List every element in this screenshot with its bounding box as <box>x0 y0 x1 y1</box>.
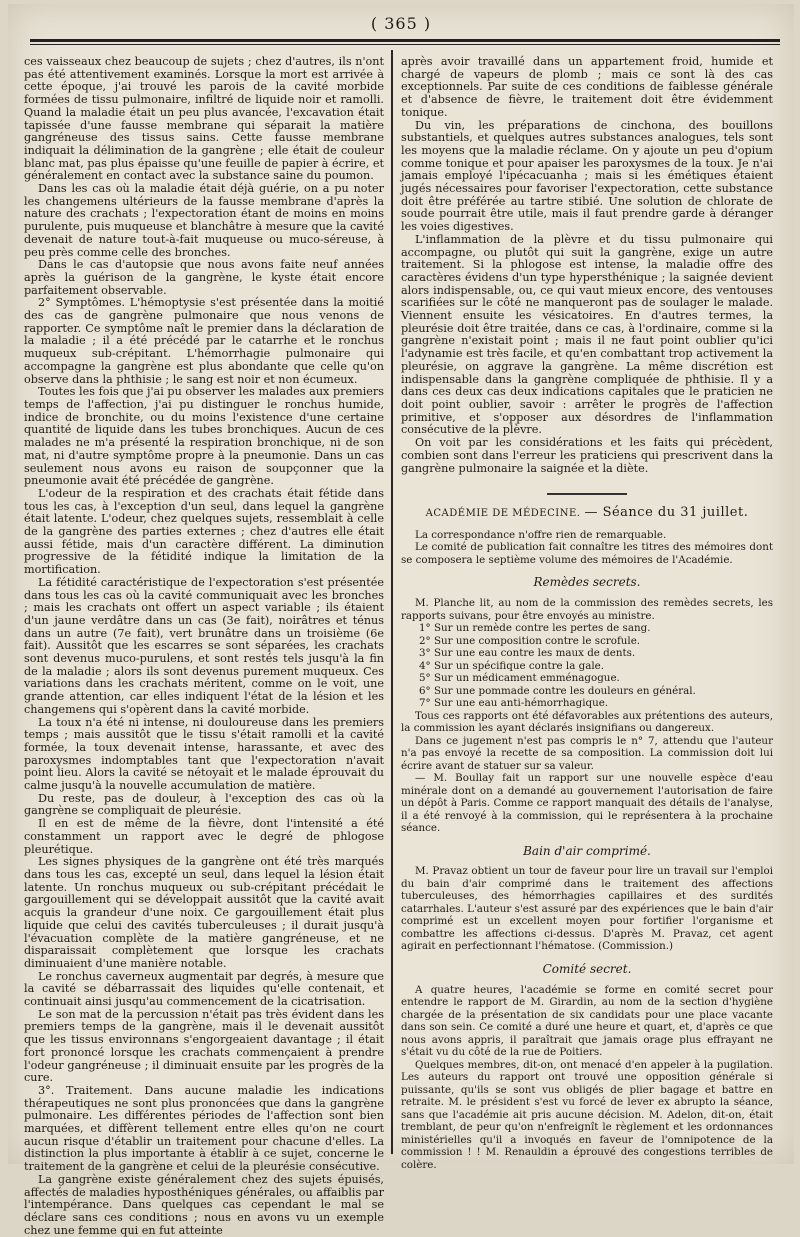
left-paragraph: Il en est de même de la fièvre, dont l'intensité a été constamment un rapport avec le degré de phlogose pleurétique. <box>24 817 384 856</box>
boullay-report: — M. Boullay fait un rapport sur une nouvelle espèce d'eau minérale dont on a demandé au gouvernement l'autorisation de faire un dépôt à Paris. Comme ce rapport manquait des détails de l'analyse, il a été renvoyé à la commission, qui le représentera à la prochaine séance. <box>401 772 773 835</box>
remedy-item: 5° Sur un médicament emménagogue. <box>419 672 620 685</box>
remedies-intro: M. Planche lit, au nom de la commission des remèdes secrets, les rapports suivans, pour être envoyés au ministre. <box>401 597 773 622</box>
comite-paragraph: Quelques membres, dit-on, ont menacé d'en appeler à la pugilation. Les auteurs du rapport ont trouvé une opposition générale si puissante, qu'ils se sont vus obligés de plier bagage et battre en retraite. M. le président s'est vu forcé de lever ex abrupto la séance, sans que l'académie ait pris aucune décision. M. Adelon, dit-on, était tremblant, de peur qu'on n'enfreignît le règlement et les ordonnances ministérielles qu'il a invoqués en faveur de l'omnipotence de la commission ! ! M. Renauldin a éprouvé des congestions terribles de colère. <box>401 1058 773 1171</box>
comite-subheading: Comité secret. <box>542 961 632 976</box>
page-number: ( 365 ) <box>370 14 432 33</box>
right-paragraph: L'inflammation de la plèvre et du tissu pulmonaire qui accompagne, ou plutôt qui suit la gangrène, exige un autre traitement. Si la phlogose est intense, la maladie offre des caractères évidens d'un type hypersthénique ; la saignée devient alors indispensable, ou, ce qui vaut mieux encore, des ventouses scarifiées sur le côté ne manqueront pas de soulager le malade. Viennent ensuite les vésicatoires. En d'autres termes, la pleurésie doit être traitée, dans ce cas, à l'ordinaire, comme si la gangrène n'existait point ; mais il ne faut point oublier qu'ici l'adynamie est très facile, et qu'en combattant trop activement la pleurésie, on aggrave la gangrène. La même discrétion est indispensable dans la gangrène compliquée de phthisie. Il y a dans ces deux cas deux indications capitales que le praticien ne doit point oublier, savoir : arrêter le progrès de l'affection primitive, et s'opposer aux désordres de l'inflammation consécutive de la plèvre. <box>401 232 773 437</box>
academy-heading-title: ACADÉMIE DE MÉDECINE. <box>425 508 581 520</box>
right-paragraph: On voit par les considérations et les faits qui précèdent, combien sont dans l'erreur les praticiens qui prescrivent dans la gangrène pulmonaire la saignée et la diète. <box>401 436 773 475</box>
remedy-item: 2° Sur une composition contre le scrofule. <box>419 634 641 647</box>
left-paragraph: La toux n'a été ni intense, ni douloureuse dans les premiers temps ; mais aussitôt que le tissu s'était ramolli et la cavité formée, la toux devenait intense, harassante, et avec des paroxysmes indomptables tant que l'expectoration n'avait point lieu. Alors la cavité se nétoyait et le malade éprouvait du calme jusqu'à la nouvelle accumulation de matière. <box>24 715 384 793</box>
remedies-conclusion: Tous ces rapports ont été défavorables aux prétentions des auteurs, la commission les ayant déclarés insignifians ou dangereux. <box>401 709 773 735</box>
left-paragraph: Dans le cas d'autopsie que nous avons faite neuf années après la guérison de la gangrène, le kyste était encore parfaitement observable. <box>24 258 384 297</box>
left-paragraph: Le son mat de la percussion n'était pas très évident dans les premiers temps de la gangrène, mais il le devenait aussitôt que les tissus environnans s'engorgeaient davantage ; il était fort prononcé lorsque les crachats commençaient à prendre l'odeur gangréneuse ; il diminuait ensuite par les progrès de la cure. <box>24 1007 384 1085</box>
bain-paragraph: M. Pravaz obtient un tour de faveur pour lire un travail sur l'emploi du bain d'air comprimé dans le traitement des affections tuberculeuses, des hémorrhagies capillaires et des surdités catarrhales. L'auteur s'est assuré par des expériences que le bain d'air comprimé est un excellent moyen pour fortifier l'organisme et combattre les affections ci-dessus. D'après M. Pravaz, cet agent agirait en perfectionnant l'hématose. (Commission.) <box>401 865 773 953</box>
left-paragraph: L'odeur de la respiration et des crachats était fétide dans tous les cas, à l'exception d'un seul, dans lequel la gangrène était latente. L'odeur, chez quelques sujets, ressemblait à celle de la gangrène des parties externes ; chez d'autres elle était aussi fétide, mais d'un caractère différent. La diminution progressive de la fétidité indique la limitation de la mortification. <box>24 486 384 577</box>
left-paragraph: Du reste, pas de douleur, à l'exception des cas où la gangrène se compliquait de pleurésie. <box>24 791 384 818</box>
section-separator <box>547 493 627 495</box>
newspaper-page <box>8 4 794 1237</box>
remedies-subheading: Remèdes secrets. <box>533 575 641 590</box>
left-paragraph: 2° Symptômes. L'hémoptysie s'est présentée dans la moitié des cas de gangrène pulmonaire que nous venons de rapporter. Ce symptôme naît le premier dans la déclaration de la maladie ; il a été précédé par le catarrhe et le ronchus muqueux sub-crépitant. L'hémorrhagie pulmonaire qui accompagne la gangrène est plus abondante que celle qu'on observe dans la phthisie ; le sang est noir et non écumeux. <box>24 296 384 386</box>
right-column <box>401 55 773 1171</box>
comite-paragraph: A quatre heures, l'académie se forme en comité secret pour entendre le rapport de M. Girardin, au nom de la section d'hygiène chargée de la présentation de six candidats pour une place vacante dans son sein. Ce comité a duré une heure et quart, et, d'après ce que nous avons appris, il paraîtrait que jamais orage plus effrayant ne s'était vu du côté de la rue de Poitiers. <box>401 983 773 1059</box>
column-divider <box>391 50 393 1154</box>
remedy-item: 7° Sur une eau anti-hémorrhagique. <box>419 697 609 710</box>
remedy-item: 3° Sur une eau contre les maux de dents. <box>419 647 636 660</box>
left-paragraph: Toutes les fois que j'ai pu observer les malades aux premiers temps de l'affection, j'ai pu distinguer le ronchus humide, indice de bronchite, ou du moins l'existence d'une certaine quantité de liquide dans les tubes bronchiques. Aucun de ces malades ne m'a présenté la respiration bronchique, ni de son mat, ni d'autre symptôme propre à la pneumonie. Dans un cas seulement nous avons eu raison de soupçonner que la pneumonie avait été précédée de gangrène. <box>24 385 384 488</box>
left-paragraph: La gangrène existe généralement chez des sujets épuisés, affectés de maladies hyposthéniques générales, ou affaiblis par l'intempérance. Dans quelques cas cependant le mal se déclare sans ces conditions ; nous en avons vu un exemple chez une femme qui en fut atteinte <box>24 1172 384 1237</box>
remedy-item: 1° Sur un remède contre les pertes de sang. <box>419 622 651 635</box>
left-paragraph: ces vaisseaux chez beaucoup de sujets ; chez d'autres, ils n'ont pas été attentivement examinés. Lorsque la mort est arrivée à cette époque, j'ai trouvé les parois de la cavité morbide formées de tissu pulmonaire, infiltré de liquide noir et ramolli. Quand la maladie était un peu plus avancée, l'excavation était tapissée d'une fausse membrane qui séparait la matière gangréneuse des tissus sains. Cette fausse membrane indiquait la délimination de la gangrène ; elle était de couleur blanc mat, pas plus épaisse qu'une feuille de papier à écrire, et généralement en contact avec la substance saine du poumon. <box>24 55 384 183</box>
remedies-list <box>419 622 773 710</box>
left-paragraph: Dans les cas où la maladie était déjà guérie, on a pu noter les changemens ultérieurs de la fausse membrane d'après la nature des crachats ; l'expectoration étant de moins en moins purulente, puis muqueuse et blanchâtre à mesure que la cavité devenait de nature tout-à-fait muqueuse ou muco-séreuse, à peu près comme celle des bronches. <box>24 182 384 259</box>
left-column <box>24 55 384 1237</box>
left-paragraph: Le ronchus caverneux augmentait par degrés, à mesure que la cavité se débarrassait des liquides qu'elle contenait, et continuait ainsi jusqu'au commencement de la cicatrisation. <box>24 969 384 1009</box>
remedies-conclusion: Dans ce jugement n'est pas compris le n° 7, attendu que l'auteur n'a pas envoyé la recette de sa composition. La commission doit lui écrire avant de statuer sur sa valeur. <box>401 734 773 772</box>
academy-intro: La correspondance n'offre rien de remarquable. <box>415 528 667 541</box>
remedy-item: 4° Sur un spécifique contre la gale. <box>419 659 604 672</box>
academy-heading-date: — Séance du 31 juillet. <box>584 505 749 521</box>
right-paragraph: après avoir travaillé dans un appartement froid, humide et chargé de vapeurs de plomb ; mais ce sont là des cas exceptionnels. Par suite de ces conditions de faiblesse générale et d'absence de fièvre, le traitement doit être évidemment tonique. <box>401 55 773 119</box>
remedy-item: 6° Sur une pommade contre les douleurs en général. <box>419 684 696 697</box>
left-paragraph: La fétidité caractéristique de l'expectoration s'est présentée dans tous les cas où la cavité communiquait avec les bronches ; mais les crachats ont offert un aspect variable ; ils étaient d'un jaune verdâtre dans un cas (3e fait), noirâtres et ténus dans un autre (7e fait), vert brunâtre dans un troisième (6e fait). Aussitôt que les escarres se sont séparées, les crachats sont devenus muco-purulens, et sont restés tels jusqu'à la fin de la maladie ; alors ils sont devenus purement muqueux. Ces variations dans les crachats méritent, comme on le voit, une grande attention, car elles indiquent l'état de la lésion et les changemens qui s'opèrent dans la cavité morbide. <box>24 575 384 716</box>
left-paragraph: Les signes physiques de la gangrène ont été très marqués dans tous les cas, excepté un seul, dans lequel la lésion était latente. Un ronchus muqueux ou sub-crépitant précédait le gargouillement qui se développait aussitôt que la cavité avait acquis la grandeur d'une noix. Ce gargouillement était plus liquide que celui des cavités tuberculeuses ; il durait jusqu'à l'évacuation complète de la matière gangréneuse, et ne disparaissait complètement que lorsque les crachats diminuaient d'une manière notable. <box>24 855 384 970</box>
header-rule <box>30 39 780 45</box>
left-paragraph: 3°. Traitement. Dans aucune maladie les indications thérapeutiques ne sont plus prononcées que dans la gangrène pulmonaire. Les différentes périodes de l'affection sont bien marquées, et diffèrent tellement entre elles qu'on ne court aucun risque d'établir un traitement pour chacune d'elles. La distinction la plus importante à établir à ce sujet, concerne le traitement de la gangrène et celui de la pleurésie consécutive. <box>24 1083 384 1174</box>
bain-subheading: Bain d'air comprimé. <box>523 843 651 858</box>
academy-heading <box>401 507 773 521</box>
right-paragraph: Du vin, les préparations de cinchona, des bouillons substantiels, et quelques autres substances analogues, tels sont les moyens que la maladie réclame. On y ajoute un peu d'opium comme tonique et pour apaiser les paroxysmes de la toux. Je n'ai jamais employé l'ipécacuanha ; mais si les émétiques étaient jugés nécessaires pour favoriser l'expectoration, cette substance doit être préférée au tartre stibié. Une solution de chlorate de soude pourrait être utile, mais il faut prendre garde à déranger les voies digestives. <box>401 118 773 234</box>
academy-intro: Le comité de publication fait connaître les titres des mémoires dont se composera le septième volume des mémoires de l'Académie. <box>401 541 773 566</box>
